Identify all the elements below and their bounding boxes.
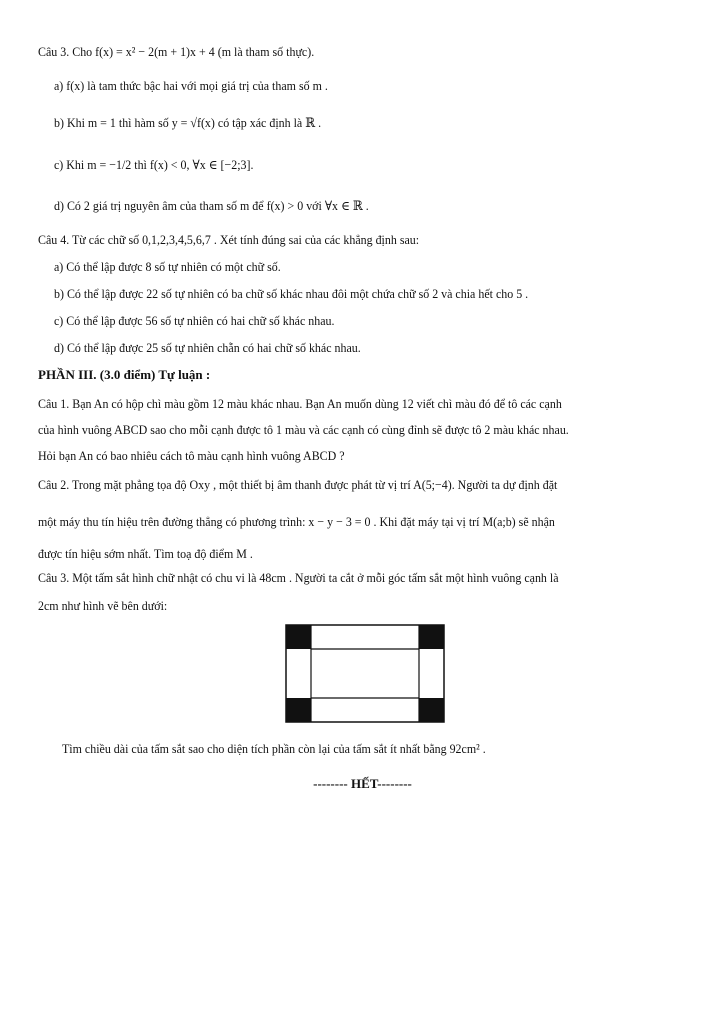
corner-square-bottom-right [419,698,444,722]
essay-1-line-1: Câu 1. Bạn An có hộp chì màu gồm 12 màu khác nhau. Bạn An muốn dùng 12 viết chì màu đó để tô các cạnh [38,396,562,411]
iron-sheet-diagram [285,624,445,723]
section-3-heading: PHẦN III. (3.0 điểm) Tự luận : [38,367,211,382]
question-3-item-c: c) Khi m = −1/2 thì f(x) < 0, ∀x ∈ [−2;3]. [54,157,254,172]
question-4-item-d: d) Có thể lập được 25 số tự nhiên chẵn có hai chữ số khác nhau. [54,340,361,355]
question-3-item-d: d) Có 2 giá trị nguyên âm của tham số m để f(x) > 0 với ∀x ∈ ℝ . [54,198,369,213]
question-3-item-a: a) f(x) là tam thức bậc hai với mọi giá trị của tham số m . [54,78,328,93]
essay-1-line-2: của hình vuông ABCD sao cho mỗi cạnh được tô 1 màu và các cạnh có cùng đỉnh sẽ được tô 2 màu khác nhau. [38,422,569,437]
essay-2-line-2: một máy thu tín hiệu trên đường thẳng có phương trình: x − y − 3 = 0 . Khi đặt máy tại vị trí M(a;b) sẽ nhận [38,514,555,529]
end-marker: -------- HẾT-------- [313,776,412,791]
question-4-item-a: a) Có thể lập được 8 số tự nhiên có một chữ số. [54,259,281,274]
essay-1-line-3: Hỏi bạn An có bao nhiêu cách tô màu cạnh hình vuông ABCD ? [38,448,345,463]
question-3-stem: Câu 3. Cho f(x) = x² − 2(m + 1)x + 4 (m là tham số thực). [38,44,315,59]
essay-3-line-1: Câu 3. Một tấm sắt hình chữ nhật có chu vi là 48cm . Người ta cắt ở mỗi góc tấm sắt một hình vuông cạnh là [38,570,559,585]
corner-square-bottom-left [286,698,311,722]
essay-2-line-1: Câu 2. Trong mặt phẳng tọa độ Oxy , một thiết bị âm thanh được phát từ vị trí A(5;−4). Người ta dự định đặt [38,477,558,492]
essay-3-question: Tìm chiều dài của tấm sắt sao cho diện tích phần còn lại của tấm sắt ít nhất bằng 92cm² . [62,741,486,756]
iron-sheet-figure [285,624,445,723]
corner-square-top-right [419,625,444,649]
question-4-stem: Câu 4. Từ các chữ số 0,1,2,3,4,5,6,7 . Xét tính đúng sai của các khẳng định sau: [38,232,420,247]
question-3-item-b: b) Khi m = 1 thì hàm số y = √f(x) có tập xác định là ℝ . [54,115,322,130]
question-4-item-b: b) Có thể lập được 22 số tự nhiên có ba chữ số khác nhau đôi một chứa chữ số 2 và chia hết cho 5 . [54,286,529,301]
corner-square-top-left [286,625,311,649]
essay-2-line-3: được tín hiệu sớm nhất. Tìm toạ độ điểm M . [38,546,253,561]
essay-3-line-2: 2cm như hình vẽ bên dưới: [38,598,168,613]
question-4-item-c: c) Có thể lập được 56 số tự nhiên có hai chữ số khác nhau. [54,313,335,328]
